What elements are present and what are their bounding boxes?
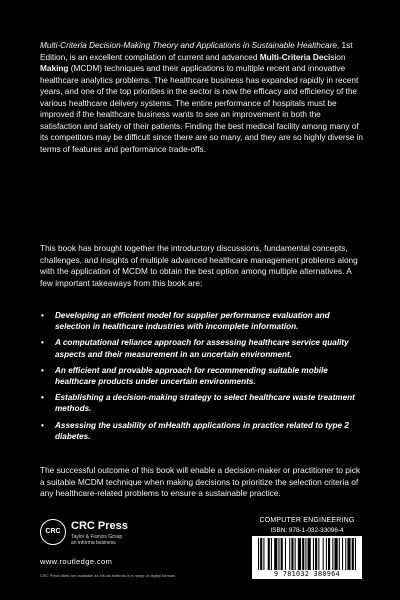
barcode-bar: [339, 538, 340, 570]
barcode-bar: [328, 538, 330, 570]
barcode-bar: [271, 538, 272, 570]
mcdm-term-1: Multi-Criteria: [259, 51, 311, 62]
book-title: Multi-Criteria Decision-Making Theory and Applications in Sustainable Healthcare: [40, 40, 337, 50]
barcode-bar: [291, 538, 293, 570]
publisher-block: [40, 519, 230, 579]
barcode-bar: [305, 538, 306, 570]
barcode-bar: [318, 538, 319, 570]
publisher-group: Taylor & Francis Group: [71, 534, 123, 540]
ebook-note: CRC Press titles are available as eBook editions in a range of digital formats: [40, 573, 176, 578]
publisher-informa: an informa business: [71, 540, 116, 546]
barcode-bar: [313, 538, 314, 570]
intro-paragraph: [40, 40, 364, 155]
barcode-bar: [355, 538, 356, 570]
barcode-bar: [274, 538, 277, 570]
takeaway-item: • Establishing a decision-making strategy to select healthcare waste treatment methods.: [40, 392, 364, 414]
isbn-label: ISBN: 978-1-032-33096-4: [270, 527, 344, 534]
takeaway-item: • A computational reliance approach for assessing healthcare service quality aspects and their measurement in an uncertain environment.: [40, 337, 364, 359]
barcode-bar: [352, 538, 354, 570]
barcode-bar: [347, 538, 350, 570]
mcdm-term-2b: sion: [330, 51, 346, 62]
intro-body: (MCDM) techniques and their applications to multiple recent and innovative healthcare analytics problems. The healthcare business has expanded rapidly in recent years, and one of the top priorities in the sector is now the efficacy and efficiency of the various healthcare delivery systems. The entire performance of hospitals must be improved if the healthcare business wants to see an improvement in both the satisfaction and safety of their patients. Finding the best medical facility among many of its competitors may be difficult since there are so many, and they are so highly diverse in terms of features and performance trade-offs.: [40, 63, 363, 154]
crc-logo: CRC: [40, 519, 66, 545]
publisher-url[interactable]: www.routledge.com: [40, 557, 113, 566]
barcode-bar: [315, 538, 317, 570]
takeaway-item: • Assessing the usability of mHealth applications in practice related to type 2 diabetes.: [40, 420, 364, 442]
barcode-bar: [258, 538, 259, 570]
barcode-bar: [263, 538, 264, 570]
barcode-bar: [302, 538, 304, 570]
closing-paragraph: The successful outcome of this book will enable a decision-maker or practitioner to pick a suitable MCDM technique when making decisions to prioritize the selection criteria of any healthcare-related problems to ensure a sustainable practice.: [40, 465, 361, 499]
barcode-bar: [342, 538, 343, 570]
barcode-digits: 9 781032 380964: [274, 570, 340, 578]
barcode-bar: [278, 538, 279, 570]
barcode-bar: [295, 538, 296, 570]
takeaways-list: [40, 310, 364, 447]
barcode-panel: [252, 536, 362, 579]
publisher-subtitle: [71, 534, 122, 546]
barcode-bar: [289, 538, 290, 570]
barcode-bar: [281, 538, 283, 570]
barcode-bar: [334, 538, 337, 570]
mcdm-term-2: Deci: [312, 51, 331, 62]
barcode-bars: [258, 538, 356, 570]
barcode-block: [252, 517, 362, 579]
overview-paragraph: This book has brought together the introductory discussions, fundamental concepts, challenges, and insights of multiple advanced healthcare management problems along with the application of MCDM to obtain the best option among multiple alternatives. A few important takeaways from this book are:: [40, 243, 358, 288]
intro-edition-text: , 1st Edition, is an excellent compilation of current and advanced: [40, 40, 353, 62]
barcode-bar: [308, 538, 311, 570]
barcode-bar: [268, 538, 270, 570]
publisher-name: CRC Press: [71, 520, 128, 532]
takeaway-item: • Developing an efficient model for supplier performance evaluation and selection in healthcare industries with incomplete information.: [40, 310, 364, 332]
barcode-bar: [326, 538, 327, 570]
barcode-bar: [285, 538, 286, 570]
subject-category: COMPUTER ENGINEERING: [259, 517, 355, 524]
takeaway-item: • An efficient and provable approach for recommending suitable mobile healthcare products under uncertain environments.: [40, 365, 364, 387]
barcode-bar: [332, 538, 333, 570]
mcdm-term-3: Making: [40, 63, 69, 74]
barcode-bar: [345, 538, 346, 570]
barcode-bar: [260, 538, 262, 570]
barcode-bar: [323, 538, 324, 570]
barcode-bar: [298, 538, 301, 570]
